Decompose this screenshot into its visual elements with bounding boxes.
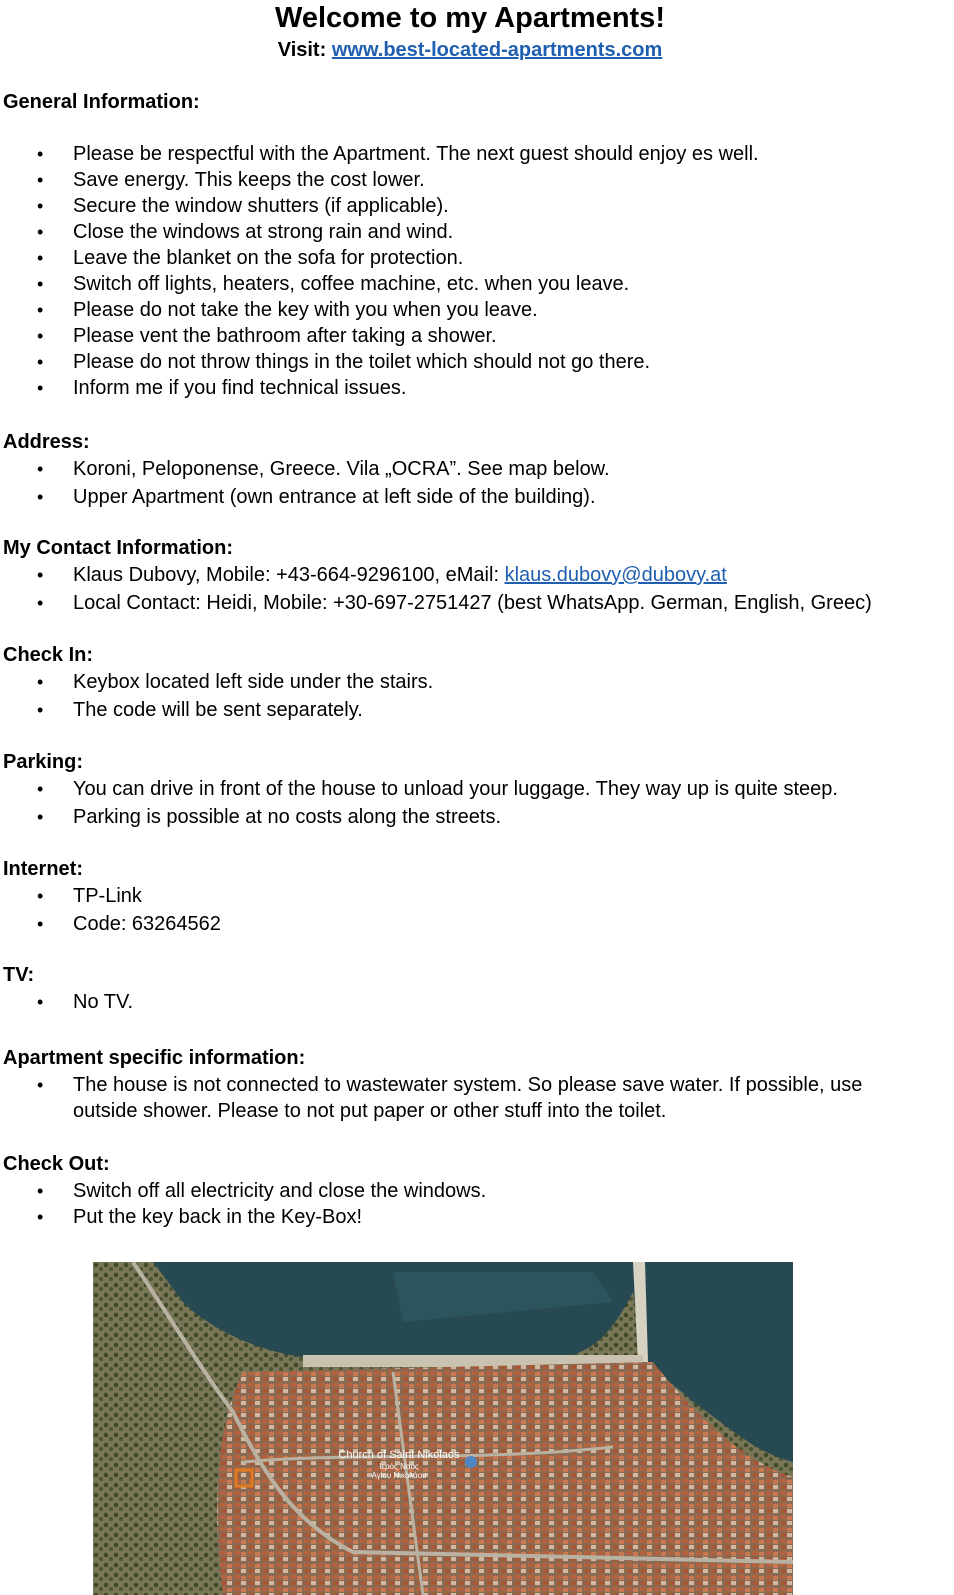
list-item: • The code will be sent separately. (0, 697, 913, 723)
church-pin-icon (465, 1456, 477, 1468)
church-label: Church of Saint Nikolaos (338, 1449, 460, 1461)
list-item: • TP-Link (0, 883, 913, 909)
map-graphic (93, 1262, 793, 1595)
checkin-heading: Check In: (3, 644, 94, 666)
list-item: • Switch off lights, heaters, coffee machine, etc. when you leave. (0, 271, 913, 297)
list-item: • Local Contact: Heidi, Mobile: +30-697-2751427 (best WhatsApp. German, English, Greec) (0, 590, 953, 616)
list-item: • Keybox located left side under the stairs. (0, 669, 913, 695)
list-item: • You can drive in front of the house to unload your luggage. They way up is quite steep. (0, 776, 933, 802)
church-label-greek-2: Αγίου Νικολάου (371, 1471, 427, 1480)
parking-heading: Parking: (3, 751, 84, 773)
list-item: • Koroni, Peloponense, Greece. Vila „OCRA”. See map below. (0, 456, 913, 482)
list-item: • No TV. (0, 989, 913, 1015)
list-item: • Please vent the bathroom after taking a shower. (0, 323, 913, 349)
parking-list (0, 776, 933, 830)
general-heading: General Information: (3, 91, 200, 113)
list-item: • The house is not connected to wastewater system. So please save water. If possible, use outside shower. Please to not put paper or other stuff into the toilet. (0, 1072, 903, 1124)
list-item: • Switch off all electricity and close the windows. (0, 1178, 913, 1204)
list-item: • Code: 63264562 (0, 911, 913, 937)
checkout-heading: Check Out: (3, 1153, 110, 1175)
list-item: • Close the windows at strong rain and wind. (0, 219, 913, 245)
church-label-greek-1: Ιερός Ναός (379, 1462, 419, 1471)
list-item: • Leave the blanket on the sofa for protection. (0, 245, 913, 271)
tv-heading: TV: (3, 964, 35, 986)
visit-line (0, 37, 940, 63)
visit-label: Visit: (277, 39, 327, 61)
tv-list (0, 989, 913, 1015)
list-item: • Please be respectful with the Apartment. The next guest should enjoy es well. (0, 141, 913, 167)
email-link[interactable]: klaus.dubovy@dubovy.at (504, 564, 727, 586)
list-item: • Parking is possible at no costs along the streets. (0, 804, 913, 830)
contact-main-text: Klaus Dubovy, Mobile: +43-664-9296100, eMail: (73, 564, 505, 586)
internet-list (0, 883, 913, 937)
general-list (0, 141, 913, 401)
satellite-map (93, 1262, 793, 1595)
list-item: • Please do not take the key with you when you leave. (0, 297, 913, 323)
contact-heading: My Contact Information: (3, 537, 233, 559)
address-heading: Address: (3, 431, 90, 453)
apartment-heading: Apartment specific information: (3, 1047, 306, 1069)
address-list (0, 456, 913, 510)
checkin-list (0, 669, 913, 723)
list-item: • Secure the window shutters (if applicable). (0, 193, 913, 219)
contact-list (0, 562, 953, 616)
list-item (0, 562, 913, 588)
checkout-list (0, 1178, 913, 1230)
list-item: • Put the key back in the Key-Box! (0, 1204, 913, 1230)
list-item: • Inform me if you find technical issues. (0, 375, 913, 401)
list-item: • Upper Apartment (own entrance at left side of the building). (0, 484, 913, 510)
website-link[interactable]: www.best-located-apartments.com (331, 39, 663, 61)
list-item: • Save energy. This keeps the cost lower. (0, 167, 913, 193)
page-title: Welcome to my Apartments! (275, 2, 665, 34)
apartment-list (0, 1072, 903, 1124)
list-item: • Please do not throw things in the toilet which should not go there. (0, 349, 913, 375)
internet-heading: Internet: (3, 858, 83, 880)
